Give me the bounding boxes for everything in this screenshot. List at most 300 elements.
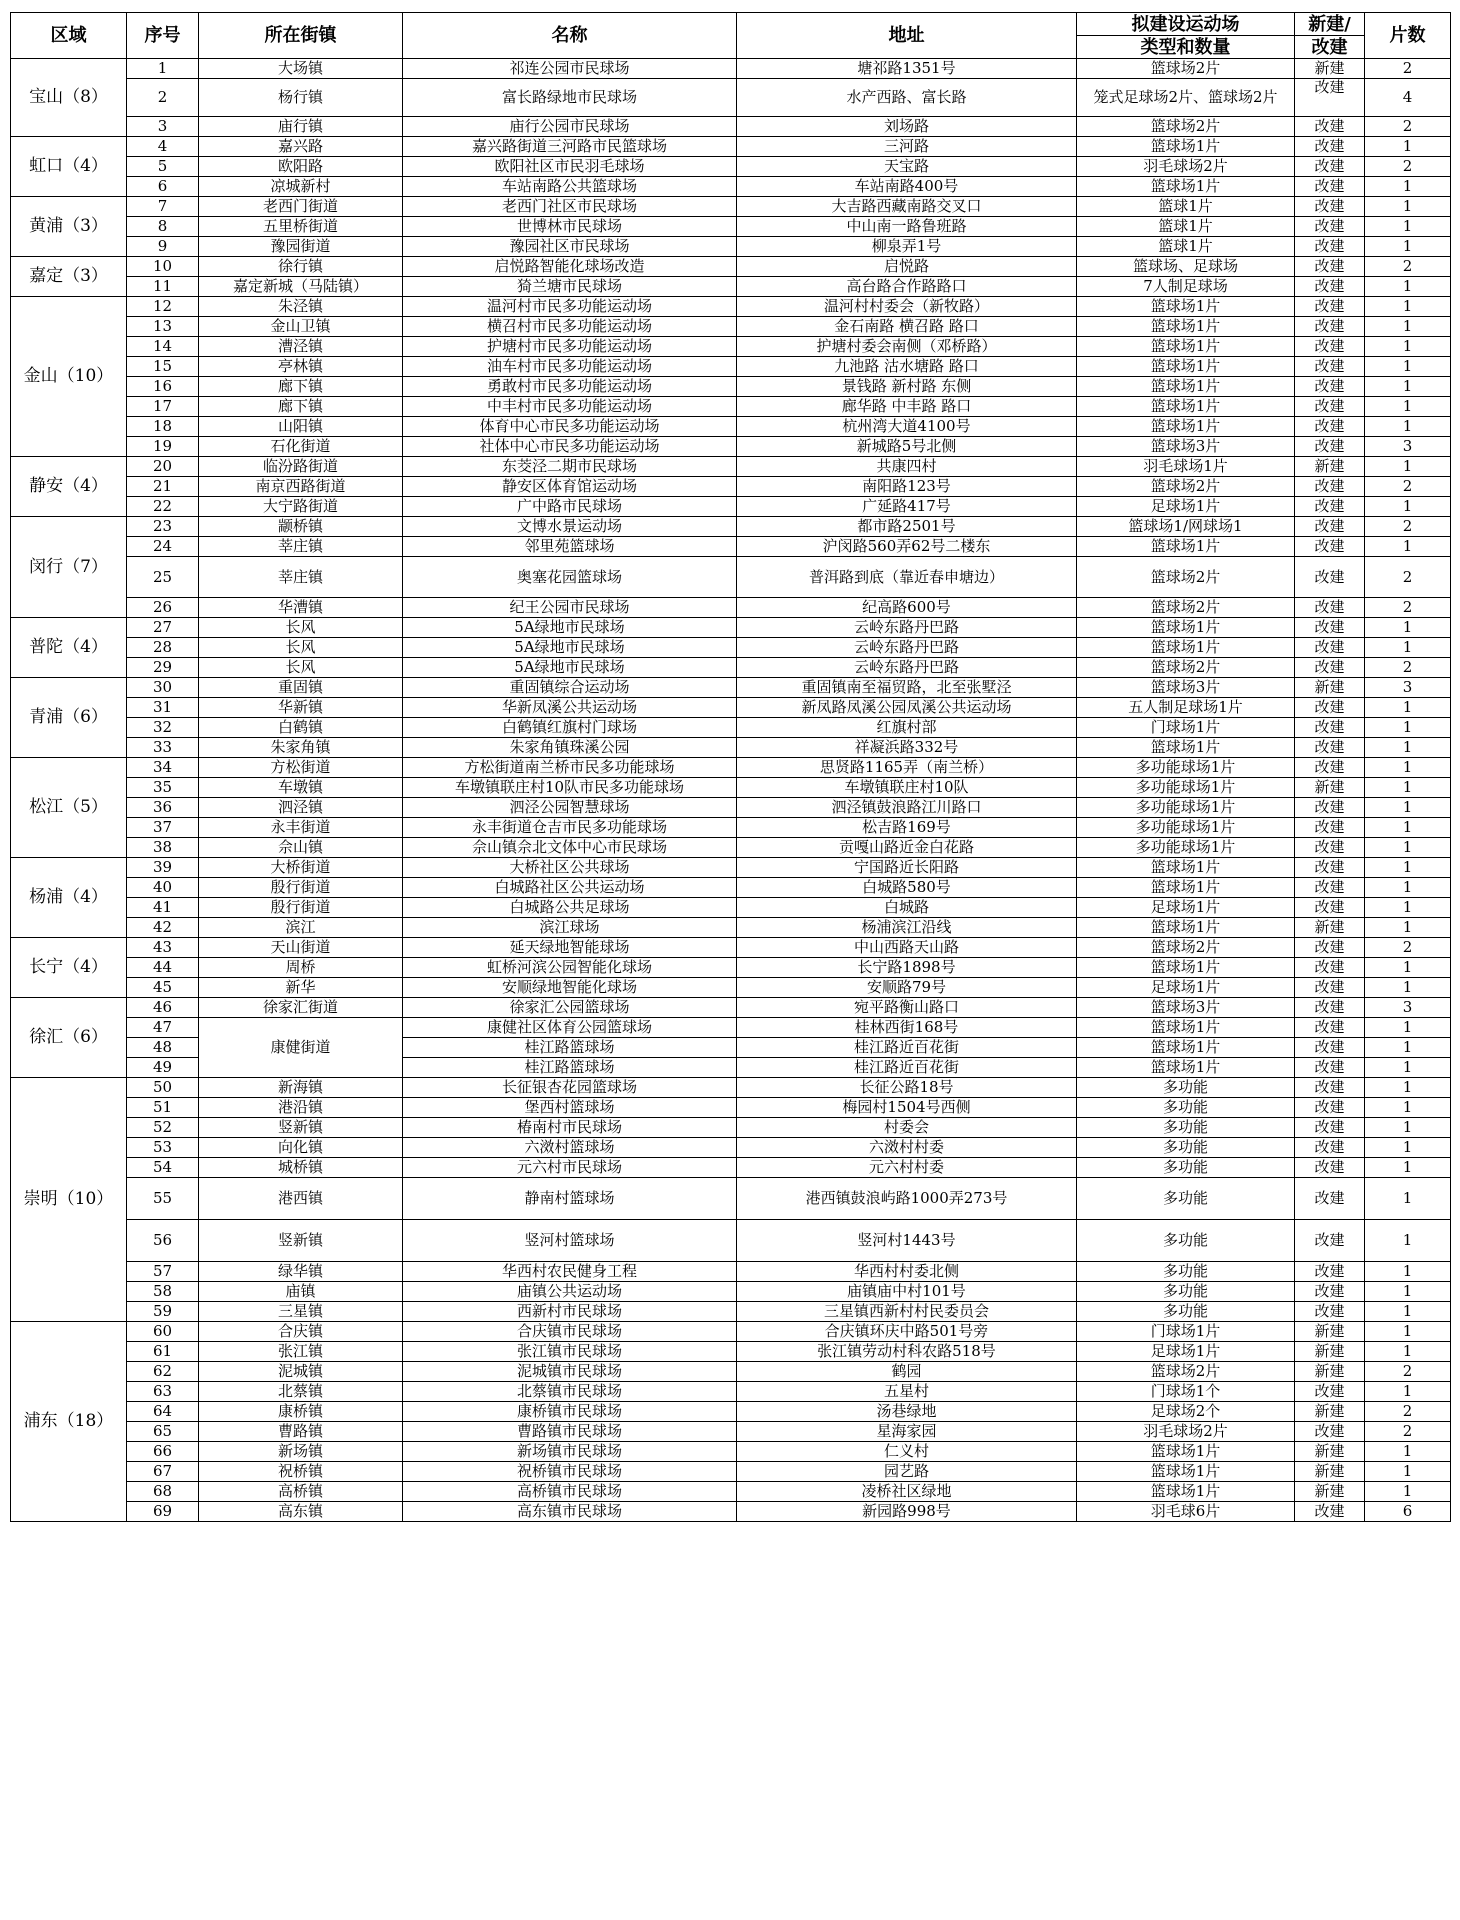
build-status-cell: 新建 [1295,918,1365,938]
town-cell: 凉城新村 [199,177,403,197]
court-count-cell: 2 [1365,1402,1451,1422]
court-count-cell: 1 [1365,357,1451,377]
court-count-cell: 1 [1365,377,1451,397]
table-row [11,1502,1451,1522]
venue-type-cell: 多功能 [1077,1262,1295,1282]
address-cell: 启悦路 [737,257,1077,277]
address-cell: 柳泉弄1号 [737,237,1077,257]
venue-type-cell: 多功能 [1077,1178,1295,1220]
build-status-cell: 新建 [1295,457,1365,477]
row-number-cell: 44 [127,958,199,978]
venue-name-cell: 静南村篮球场 [403,1178,737,1220]
venue-name-cell: 纪王公园市民球场 [403,598,737,618]
row-number-cell: 61 [127,1342,199,1362]
address-cell: 大吉路西藏南路交叉口 [737,197,1077,217]
table-row [11,1422,1451,1442]
address-cell: 白城路580号 [737,878,1077,898]
build-status-cell: 改建 [1295,858,1365,878]
row-number-cell: 67 [127,1462,199,1482]
build-status-cell: 改建 [1295,798,1365,818]
build-status-cell: 改建 [1295,1220,1365,1262]
venue-type-cell: 篮球1片 [1077,237,1295,257]
address-cell: 白城路 [737,898,1077,918]
table-row [11,1322,1451,1342]
court-count-cell: 3 [1365,437,1451,457]
address-cell: 护塘村委会南侧（邓桥路） [737,337,1077,357]
venue-type-cell: 多功能 [1077,1220,1295,1262]
town-cell: 欧阳路 [199,157,403,177]
table-row [11,117,1451,137]
table-row [11,137,1451,157]
venue-type-cell: 多功能球场1片 [1077,798,1295,818]
venue-name-cell: 广中路市民球场 [403,497,737,517]
town-cell: 殷行街道 [199,878,403,898]
court-count-cell: 1 [1365,277,1451,297]
venue-type-cell: 篮球场2片 [1077,598,1295,618]
venue-name-cell: 泗泾公园智慧球场 [403,798,737,818]
table-row [11,898,1451,918]
venue-type-cell: 篮球场3片 [1077,437,1295,457]
build-status-cell: 改建 [1295,377,1365,397]
build-status-cell: 改建 [1295,217,1365,237]
venue-name-cell: 富长路绿地市民球场 [403,79,737,117]
region-cell: 闵行（7） [11,517,127,618]
row-number-cell: 29 [127,658,199,678]
build-status-cell: 改建 [1295,1282,1365,1302]
court-count-cell: 1 [1365,718,1451,738]
row-number-cell: 4 [127,137,199,157]
build-status-cell: 改建 [1295,658,1365,678]
venue-name-cell: 桂江路篮球场 [403,1058,737,1078]
venue-type-cell: 篮球场1片 [1077,638,1295,658]
row-number-cell: 17 [127,397,199,417]
row-number-cell: 33 [127,738,199,758]
court-count-cell: 3 [1365,998,1451,1018]
venue-type-cell: 篮球场1片 [1077,618,1295,638]
venue-name-cell: 长征银杏花园篮球场 [403,1078,737,1098]
build-status-cell: 改建 [1295,938,1365,958]
court-count-cell: 1 [1365,858,1451,878]
table-row [11,1220,1451,1262]
town-cell: 港沿镇 [199,1098,403,1118]
venue-name-cell: 白鹤镇红旗村门球场 [403,718,737,738]
build-status-cell: 改建 [1295,1078,1365,1098]
table-row [11,638,1451,658]
region-cell: 黄浦（3） [11,197,127,257]
venue-type-cell: 多功能球场1片 [1077,778,1295,798]
build-status-cell: 改建 [1295,1118,1365,1138]
venue-name-cell: 高东镇市民球场 [403,1502,737,1522]
venue-type-cell: 足球场2个 [1077,1402,1295,1422]
row-number-cell: 15 [127,357,199,377]
build-status-cell: 改建 [1295,357,1365,377]
address-cell: 贡嘎山路近金白花路 [737,838,1077,858]
town-cell: 莘庄镇 [199,537,403,557]
venue-type-cell: 篮球场1片 [1077,1462,1295,1482]
row-number-cell: 66 [127,1442,199,1462]
town-cell: 康健街道 [199,1018,403,1078]
venue-type-cell: 笼式足球场2片、篮球场2片 [1077,79,1295,117]
venue-type-cell: 篮球场1/网球场1 [1077,517,1295,537]
venue-type-cell: 篮球场2片 [1077,59,1295,79]
court-count-cell: 1 [1365,1322,1451,1342]
town-cell: 嘉兴路 [199,137,403,157]
address-cell: 共康四村 [737,457,1077,477]
table-row [11,1098,1451,1118]
row-number-cell: 14 [127,337,199,357]
venue-name-cell: 启悦路智能化球场改造 [403,257,737,277]
row-number-cell: 57 [127,1262,199,1282]
row-number-cell: 20 [127,457,199,477]
address-cell: 思贤路1165弄（南兰桥） [737,758,1077,778]
address-cell: 桂江路近百花街 [737,1038,1077,1058]
row-number-cell: 36 [127,798,199,818]
town-cell: 大场镇 [199,59,403,79]
venue-type-cell: 篮球场1片 [1077,878,1295,898]
build-status-cell: 改建 [1295,1422,1365,1442]
row-number-cell: 55 [127,1178,199,1220]
venue-name-cell: 康健社区体育公园篮球场 [403,1018,737,1038]
venue-type-cell: 篮球场2片 [1077,477,1295,497]
table-row [11,998,1451,1018]
venue-type-cell: 篮球场、足球场 [1077,257,1295,277]
table-row [11,377,1451,397]
address-cell: 三星镇西新村村民委员会 [737,1302,1077,1322]
address-cell: 中山西路天山路 [737,938,1077,958]
build-status-cell: 改建 [1295,978,1365,998]
court-count-cell: 1 [1365,1178,1451,1220]
court-count-cell: 1 [1365,1462,1451,1482]
build-status-cell: 改建 [1295,1018,1365,1038]
court-count-cell: 2 [1365,557,1451,598]
row-number-cell: 49 [127,1058,199,1078]
row-number-cell: 45 [127,978,199,998]
court-count-cell: 1 [1365,1262,1451,1282]
table-row [11,1462,1451,1482]
court-count-cell: 2 [1365,257,1451,277]
address-cell: 庙镇庙中村101号 [737,1282,1077,1302]
address-cell: 宁国路近长阳路 [737,858,1077,878]
venue-type-cell: 篮球场1片 [1077,397,1295,417]
build-status-cell: 改建 [1295,437,1365,457]
build-status-cell: 新建 [1295,778,1365,798]
row-number-cell: 52 [127,1118,199,1138]
town-cell: 亭林镇 [199,357,403,377]
build-status-cell: 改建 [1295,1158,1365,1178]
venue-type-cell: 篮球场1片 [1077,858,1295,878]
address-cell: 星海家园 [737,1422,1077,1442]
town-cell: 张江镇 [199,1342,403,1362]
venue-name-cell: 老西门社区市民球场 [403,197,737,217]
table-row [11,1342,1451,1362]
venue-type-cell: 多功能 [1077,1302,1295,1322]
row-number-cell: 50 [127,1078,199,1098]
build-status-cell: 改建 [1295,557,1365,598]
venue-type-cell: 篮球1片 [1077,197,1295,217]
venue-name-cell: 虹桥河滨公园智能化球场 [403,958,737,978]
court-count-cell: 1 [1365,758,1451,778]
build-status-cell: 改建 [1295,1038,1365,1058]
row-number-cell: 9 [127,237,199,257]
court-count-cell: 1 [1365,1058,1451,1078]
court-count-cell: 2 [1365,477,1451,497]
row-number-cell: 32 [127,718,199,738]
address-cell: 廊华路 中丰路 路口 [737,397,1077,417]
region-cell: 杨浦（4） [11,858,127,938]
address-cell: 车墩镇联庄村10队 [737,778,1077,798]
address-cell: 杭州湾大道4100号 [737,417,1077,437]
venue-name-cell: 白城路公共足球场 [403,898,737,918]
address-cell: 竖河村1443号 [737,1220,1077,1262]
region-cell: 青浦（6） [11,678,127,758]
table-row [11,1382,1451,1402]
venue-type-cell: 多功能 [1077,1158,1295,1178]
venue-name-cell: 白城路社区公共运动场 [403,878,737,898]
town-cell: 廊下镇 [199,377,403,397]
venue-name-cell: 六滧村篮球场 [403,1138,737,1158]
venue-type-cell: 篮球场2片 [1077,938,1295,958]
venue-type-cell: 篮球场1片 [1077,918,1295,938]
row-number-cell: 47 [127,1018,199,1038]
build-status-cell: 改建 [1295,497,1365,517]
row-number-cell: 37 [127,818,199,838]
venue-type-cell: 足球场1片 [1077,1342,1295,1362]
town-cell: 殷行街道 [199,898,403,918]
court-count-cell: 1 [1365,537,1451,557]
address-cell: 桂江路近百花街 [737,1058,1077,1078]
row-number-cell: 39 [127,858,199,878]
town-cell: 莘庄镇 [199,557,403,598]
venue-type-cell: 多功能 [1077,1138,1295,1158]
court-count-cell: 1 [1365,1118,1451,1138]
build-status-cell: 改建 [1295,317,1365,337]
town-cell: 廊下镇 [199,397,403,417]
build-status-cell: 改建 [1295,417,1365,437]
court-count-cell: 1 [1365,1138,1451,1158]
venue-name-cell: 5A绿地市民球场 [403,638,737,658]
table-row [11,357,1451,377]
row-number-cell: 62 [127,1362,199,1382]
town-cell: 曹路镇 [199,1422,403,1442]
table-row [11,197,1451,217]
venue-name-cell: 社体中心市民多功能运动场 [403,437,737,457]
court-count-cell: 1 [1365,878,1451,898]
address-cell: 鹤园 [737,1362,1077,1382]
court-count-cell: 1 [1365,337,1451,357]
venue-name-cell: 油车村市民多功能运动场 [403,357,737,377]
venue-name-cell: 奥塞花园篮球场 [403,557,737,598]
header-name: 名称 [403,13,737,59]
row-number-cell: 10 [127,257,199,277]
build-status-cell: 新建 [1295,1342,1365,1362]
build-status-cell: 改建 [1295,1302,1365,1322]
town-cell: 漕泾镇 [199,337,403,357]
court-count-cell: 1 [1365,317,1451,337]
build-status-cell: 新建 [1295,1322,1365,1342]
venue-name-cell: 延天绿地智能球场 [403,938,737,958]
venue-type-cell: 足球场1片 [1077,898,1295,918]
town-cell: 长风 [199,638,403,658]
town-cell: 杨行镇 [199,79,403,117]
town-cell: 金山卫镇 [199,317,403,337]
address-cell: 长宁路1898号 [737,958,1077,978]
address-cell: 泗泾镇鼓浪路江川路口 [737,798,1077,818]
venue-name-cell: 华新凤溪公共运动场 [403,698,737,718]
header-type-line1: 拟建设运动场 [1077,13,1295,36]
court-count-cell: 2 [1365,658,1451,678]
venue-type-cell: 篮球场1片 [1077,377,1295,397]
row-number-cell: 58 [127,1282,199,1302]
table-row [11,1442,1451,1462]
row-number-cell: 25 [127,557,199,598]
address-cell: 天宝路 [737,157,1077,177]
address-cell: 华西村村委北侧 [737,1262,1077,1282]
header-region: 区域 [11,13,127,59]
build-status-cell: 改建 [1295,758,1365,778]
table-row [11,798,1451,818]
court-count-cell: 2 [1365,517,1451,537]
town-cell: 绿华镇 [199,1262,403,1282]
table-row [11,477,1451,497]
court-count-cell: 1 [1365,137,1451,157]
row-number-cell: 23 [127,517,199,537]
row-number-cell: 51 [127,1098,199,1118]
venue-type-cell: 多功能球场1片 [1077,818,1295,838]
venue-name-cell: 嘉兴路街道三河路市民篮球场 [403,137,737,157]
court-count-cell: 1 [1365,497,1451,517]
court-count-cell: 1 [1365,738,1451,758]
region-cell: 金山（10） [11,297,127,457]
venue-name-cell: 静安区体育馆运动场 [403,477,737,497]
table-row [11,397,1451,417]
town-cell: 五里桥街道 [199,217,403,237]
build-status-cell: 改建 [1295,197,1365,217]
address-cell: 园艺路 [737,1462,1077,1482]
build-status-cell: 新建 [1295,1482,1365,1502]
town-cell: 长风 [199,658,403,678]
address-cell: 沪闵路560弄62号二楼东 [737,537,1077,557]
venue-name-cell: 中丰村市民多功能运动场 [403,397,737,417]
court-count-cell: 1 [1365,898,1451,918]
town-cell: 徐行镇 [199,257,403,277]
address-cell: 九池路 沽水塘路 路口 [737,357,1077,377]
region-cell: 崇明（10） [11,1078,127,1322]
venue-name-cell: 文博水景运动场 [403,517,737,537]
table-row [11,1302,1451,1322]
venue-name-cell: 滨江球场 [403,918,737,938]
table-row [11,337,1451,357]
build-status-cell: 改建 [1295,598,1365,618]
court-count-cell: 1 [1365,918,1451,938]
court-count-cell: 1 [1365,1038,1451,1058]
row-number-cell: 3 [127,117,199,137]
table-row [11,778,1451,798]
address-cell: 金石南路 横召路 路口 [737,317,1077,337]
venue-name-cell: 5A绿地市民球场 [403,658,737,678]
venue-name-cell: 祁连公园市民球场 [403,59,737,79]
build-status-cell: 新建 [1295,1362,1365,1382]
address-cell: 云岭东路丹巴路 [737,638,1077,658]
venue-name-cell: 朱家角镇珠溪公园 [403,738,737,758]
address-cell: 纪高路600号 [737,598,1077,618]
address-cell: 红旗村部 [737,718,1077,738]
town-cell: 城桥镇 [199,1158,403,1178]
address-cell: 汤巷绿地 [737,1402,1077,1422]
table-row [11,918,1451,938]
address-cell: 都市路2501号 [737,517,1077,537]
build-status-cell: 改建 [1295,818,1365,838]
address-cell: 五星村 [737,1382,1077,1402]
address-cell: 凌桥社区绿地 [737,1482,1077,1502]
venue-type-cell: 篮球场1片 [1077,137,1295,157]
court-count-cell: 1 [1365,457,1451,477]
row-number-cell: 53 [127,1138,199,1158]
address-cell: 重固镇南至福贸路，北至张墅泾 [737,678,1077,698]
address-cell: 水产西路、富长路 [737,79,1077,117]
town-cell: 石化街道 [199,437,403,457]
venue-type-cell: 篮球场1片 [1077,1018,1295,1038]
table-row [11,417,1451,437]
table-row [11,858,1451,878]
address-cell: 景钱路 新村路 东侧 [737,377,1077,397]
court-count-cell: 1 [1365,1078,1451,1098]
court-count-cell: 1 [1365,1442,1451,1462]
build-status-cell: 改建 [1295,1502,1365,1522]
build-status-cell: 改建 [1295,337,1365,357]
address-cell: 长征公路18号 [737,1078,1077,1098]
row-number-cell: 54 [127,1158,199,1178]
town-cell: 向化镇 [199,1138,403,1158]
table-row [11,1158,1451,1178]
venue-name-cell: 徐家汇公园篮球场 [403,998,737,1018]
venue-name-cell: 华西村农民健身工程 [403,1262,737,1282]
town-cell: 滨江 [199,918,403,938]
build-status-cell: 改建 [1295,718,1365,738]
town-cell: 庙行镇 [199,117,403,137]
town-cell: 朱泾镇 [199,297,403,317]
row-number-cell: 8 [127,217,199,237]
venue-name-cell: 重固镇综合运动场 [403,678,737,698]
court-count-cell: 2 [1365,117,1451,137]
court-count-cell: 1 [1365,1482,1451,1502]
venue-name-cell: 庙镇公共运动场 [403,1282,737,1302]
town-cell: 竖新镇 [199,1118,403,1138]
table-row [11,1262,1451,1282]
region-cell: 浦东（18） [11,1322,127,1522]
header-count: 片数 [1365,13,1451,59]
build-status-cell: 改建 [1295,878,1365,898]
venue-type-cell: 篮球场3片 [1077,998,1295,1018]
address-cell: 刘场路 [737,117,1077,137]
table-row [11,497,1451,517]
venue-name-cell: 欧阳社区市民羽毛球场 [403,157,737,177]
court-count-cell: 1 [1365,1382,1451,1402]
row-number-cell: 41 [127,898,199,918]
venue-name-cell: 横召村市民多功能运动场 [403,317,737,337]
venue-type-cell: 门球场1片 [1077,1322,1295,1342]
venue-type-cell: 五人制足球场1片 [1077,698,1295,718]
row-number-cell: 1 [127,59,199,79]
table-row [11,618,1451,638]
build-status-cell: 改建 [1295,79,1365,117]
address-cell: 高台路合作路路口 [737,277,1077,297]
table-row [11,978,1451,998]
table-row [11,698,1451,718]
address-cell: 六滧村村委 [737,1138,1077,1158]
row-number-cell: 30 [127,678,199,698]
row-number-cell: 34 [127,758,199,778]
address-cell: 普洱路到底（靠近春申塘边） [737,557,1077,598]
